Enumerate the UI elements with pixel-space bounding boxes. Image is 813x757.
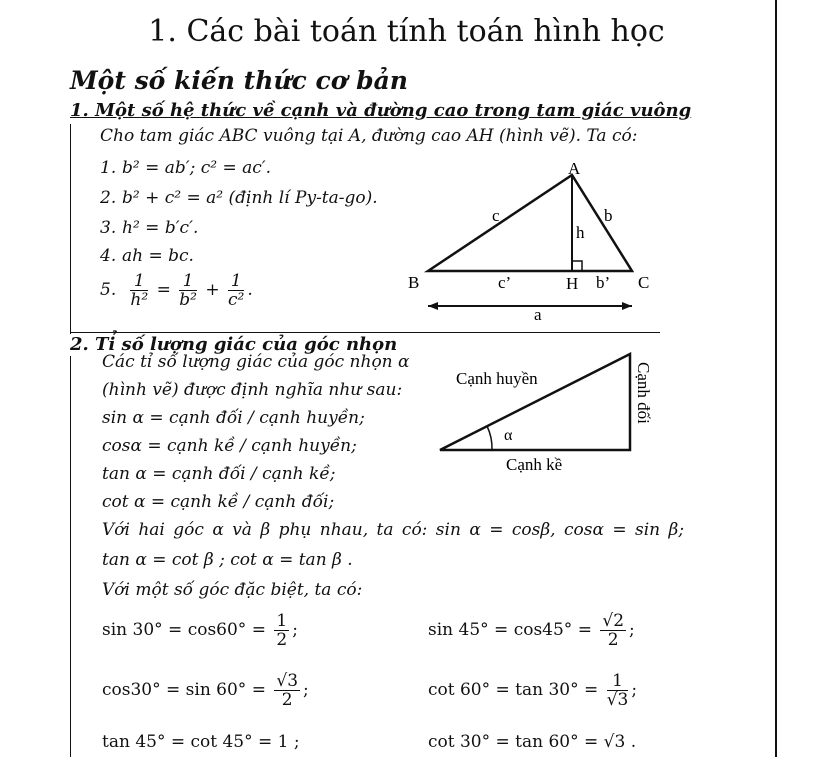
section2-intro1: Các tỉ số lượng giác của góc nhọn α — [102, 352, 410, 372]
special-row3-left: tan 45° = cot 45° = 1 ; — [102, 732, 300, 752]
label-C: C — [638, 273, 650, 292]
label-alpha: α — [504, 427, 513, 444]
right-triangle-figure — [400, 158, 670, 324]
page-edge-line — [775, 0, 777, 757]
formula-2: 2. b² + c² = a² (định lí Py-ta-go). — [100, 188, 378, 208]
formula-5: 5. $\frac{1}{\text{h²}}$ = $\frac{1}{\text{b²}}$ + $\frac{1}{\text{c²}}$ . — [100, 271, 253, 310]
special-row1-right: sin 45° = cos45° = $\frac{√2}{2}$ ; — [428, 611, 635, 650]
label-A: A — [568, 159, 581, 178]
label-adjacent: Cạnh kề — [506, 455, 563, 474]
def-cos: cosα = cạnh kề / cạnh huyền; — [102, 436, 357, 456]
def-cot: cot α = cạnh kề / cạnh đối; — [102, 492, 335, 512]
special-row3-right: cot 30° = tan 60° = √3 . — [428, 732, 637, 752]
formula-1: 1. b² = ab′; c² = ac′. — [100, 158, 272, 178]
formula-4: 4. ah = bc. — [100, 246, 194, 266]
special-row2-left: cos30° = sin 60° = $\frac{√3}{2}$ ; — [102, 671, 309, 710]
def-tan: tan α = cạnh đối / cạnh kề; — [102, 464, 336, 484]
trig-triangle-figure — [430, 352, 675, 482]
section1-box-left — [70, 124, 71, 334]
special-row1-left: sin 30° = cos60° = $\frac{1}{2}$ ; — [102, 611, 298, 650]
label-b-prime: b’ — [596, 273, 611, 292]
special-intro: Với một số góc đặc biệt, ta có: — [102, 580, 363, 600]
label-B: B — [408, 273, 420, 292]
section2-box-top — [70, 332, 660, 333]
def-sin: sin α = cạnh đối / cạnh huyền; — [102, 408, 365, 428]
label-opposite: Cạnh đối — [634, 362, 653, 424]
page-title: 1. Các bài toán tính toán hình học — [148, 14, 665, 49]
section1-intro: Cho tam giác ABC vuông tại A, đường cao AH (hình vẽ). Ta có: — [100, 126, 638, 146]
label-h: h — [576, 223, 585, 242]
label-c: c — [492, 206, 500, 225]
label-a: a — [534, 305, 542, 324]
formula-3: 3. h² = b′c′. — [100, 218, 199, 238]
section2-title: 2. Tỉ số lượng giác của góc nhọn — [70, 334, 398, 355]
label-c-prime: c’ — [498, 273, 512, 292]
label-hypotenuse: Cạnh huyền — [456, 369, 538, 388]
section-heading: Một số kiến thức cơ bản — [70, 66, 408, 95]
section2-box-left — [70, 356, 71, 757]
section2-intro2: (hình vẽ) được định nghĩa như sau: — [102, 380, 403, 400]
label-b: b — [604, 206, 613, 225]
special-row2-right: cot 60° = tan 30° = $\frac{1}{√3}$ ; — [428, 671, 638, 710]
complement-line1: Với hai góc α và β phụ nhau, ta có: sin α = cosβ, cosα = sin β; — [102, 520, 685, 540]
label-H: H — [566, 274, 579, 293]
complement-line2: tan α = cot β ; cot α = tan β . — [102, 550, 353, 570]
section1-title: 1. Một số hệ thức về cạnh và đường cao trong tam giác vuông — [70, 100, 692, 121]
